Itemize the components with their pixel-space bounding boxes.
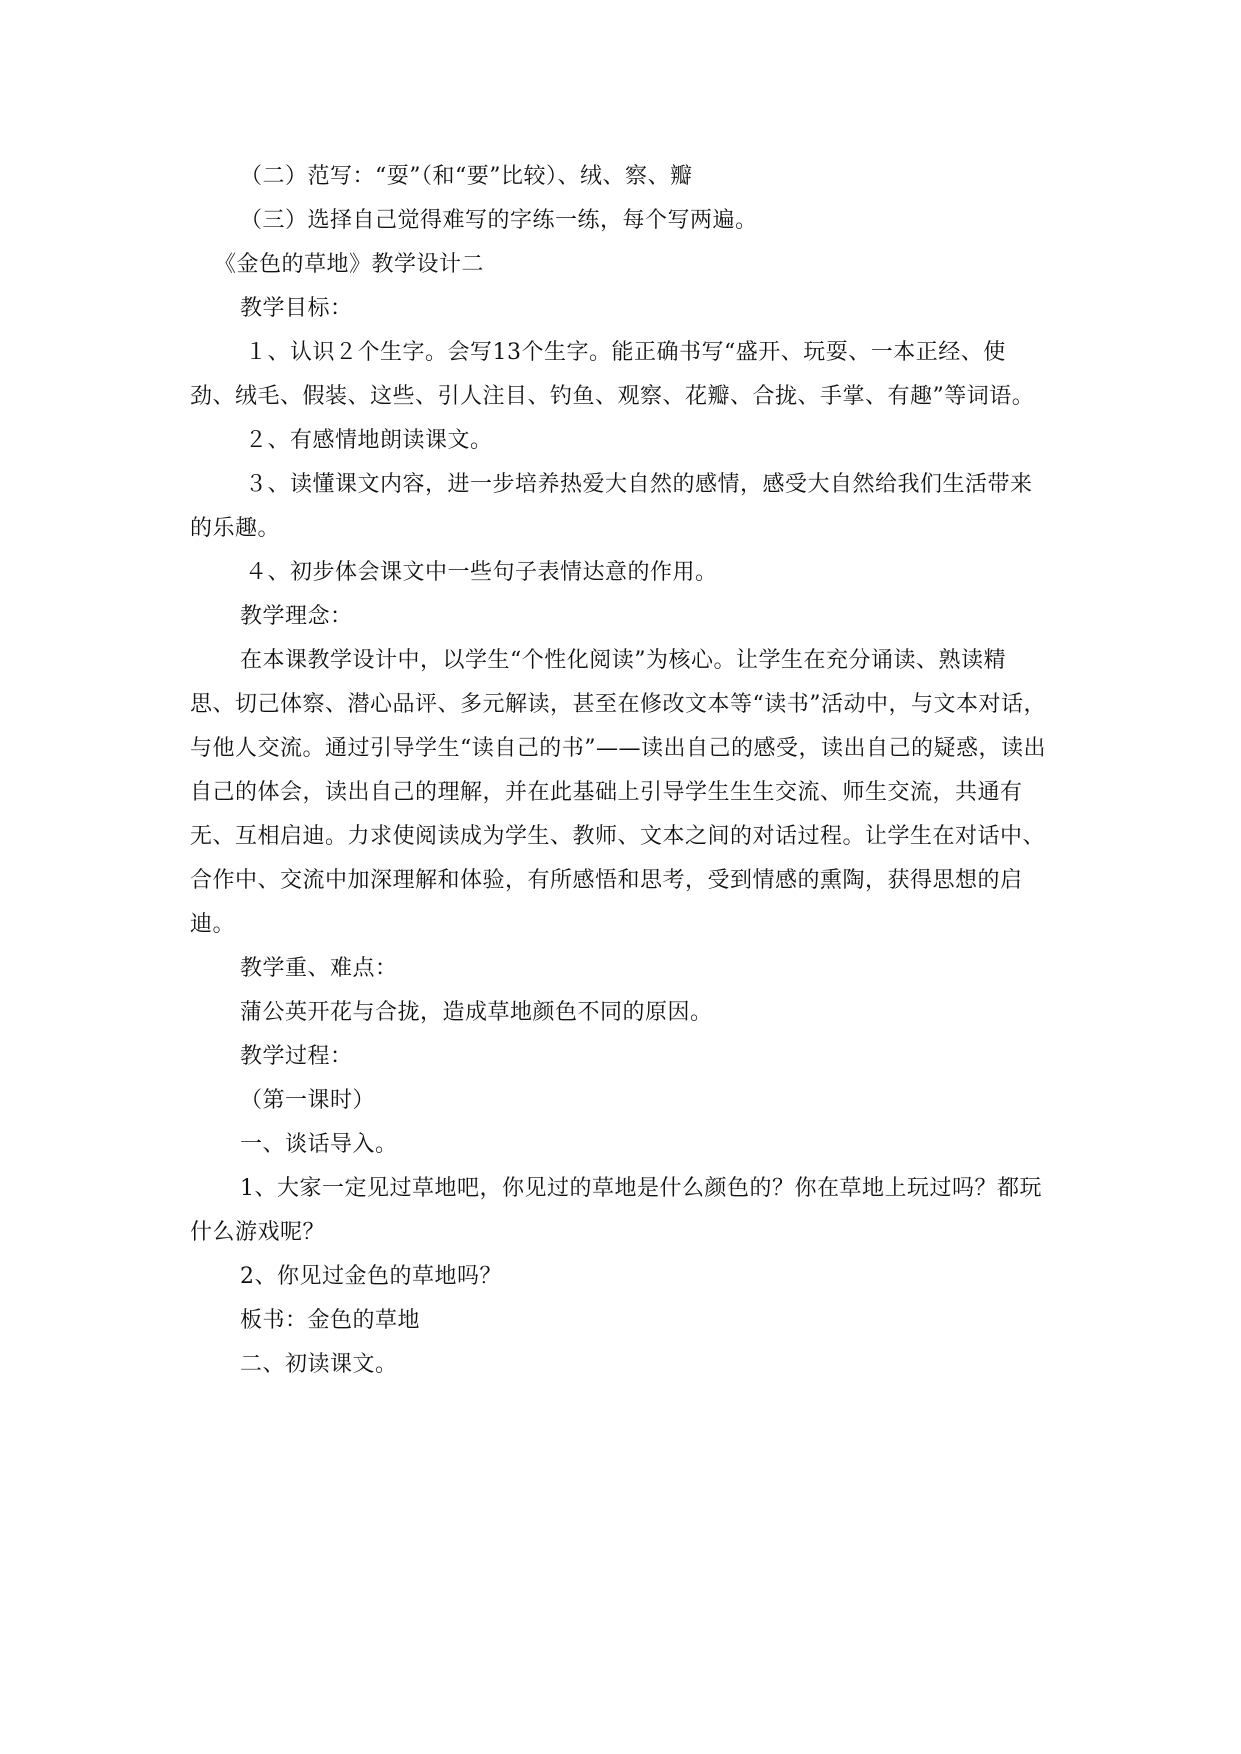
section-title: 《金色的草地》教学设计二 — [214, 252, 485, 277]
heading-key-points: 教学重、难点： — [240, 956, 398, 981]
goal-item-2: ２、有感情地朗读课文。 — [245, 428, 493, 453]
heading-teaching-goals: 教学目标： — [240, 296, 353, 321]
step-question-1: 1、大家一定见过草地吧，你见过的草地是什么颜色的？你在草地上玩过吗？都玩什么游戏呢？ — [190, 1176, 1042, 1245]
goal-item-4: ４、初步体会课文中一些句子表情达意的作用。 — [245, 560, 718, 585]
heading-teaching-process: 教学过程： — [240, 1044, 353, 1069]
goal-item-3: ３、读懂课文内容，进一步培养热爱大自然的感情，感受大自然给我们生活带来的乐趣。 — [190, 472, 1033, 541]
document-body — [190, 155, 1050, 1387]
step-question-2: 2、你见过金色的草地吗？ — [240, 1264, 502, 1289]
step-first-reading: 二、初读课文。 — [240, 1352, 398, 1377]
paragraph-practice: （三）选择自己觉得难写的字练一练，每个写两遍。 — [240, 208, 758, 233]
step-introduction: 一、谈话导入。 — [240, 1132, 398, 1157]
blackboard-writing: 板书：金色的草地 — [240, 1308, 421, 1333]
goal-item-1: １、认识２个生字。会写13个生字。能正确书写“盛开、玩耍、一本正经、使劲、绒毛、假装、这些、引人注目、钓鱼、观察、花瓣、合拢、手掌、有趣”等词语。 — [190, 340, 1035, 409]
paragraph-philosophy: 在本课教学设计中，以学生“个性化阅读”为核心。让学生在充分诵读、熟读精思、切己体察、潜心品评、多元解读，甚至在修改文本等“读书”活动中，与文本对话，与他人交流。通过引导学生“读自己的书”——读出自己的感受，读出自己的疑惑，读出自己的体会，读出自己的理解，并在此基础上引导学生生生交流、师生交流，共通有无、互相启迪。力求使阅读成为学生、教师、文本之间的对话过程。让学生在对话中、合作中、交流中加深理解和体验，有所感悟和思考，受到情感的熏陶，获得思想的启迪。 — [190, 648, 1046, 937]
paragraph-key-points: 蒲公英开花与合拢，造成草地颜色不同的原因。 — [240, 1000, 713, 1025]
paragraph-first-lesson: （第一课时） — [240, 1088, 376, 1113]
heading-teaching-philosophy: 教学理念： — [240, 604, 353, 629]
paragraph-writing-demo: （二）范写：“耍”（和“要”比较）、绒、察、瓣 — [240, 164, 693, 189]
